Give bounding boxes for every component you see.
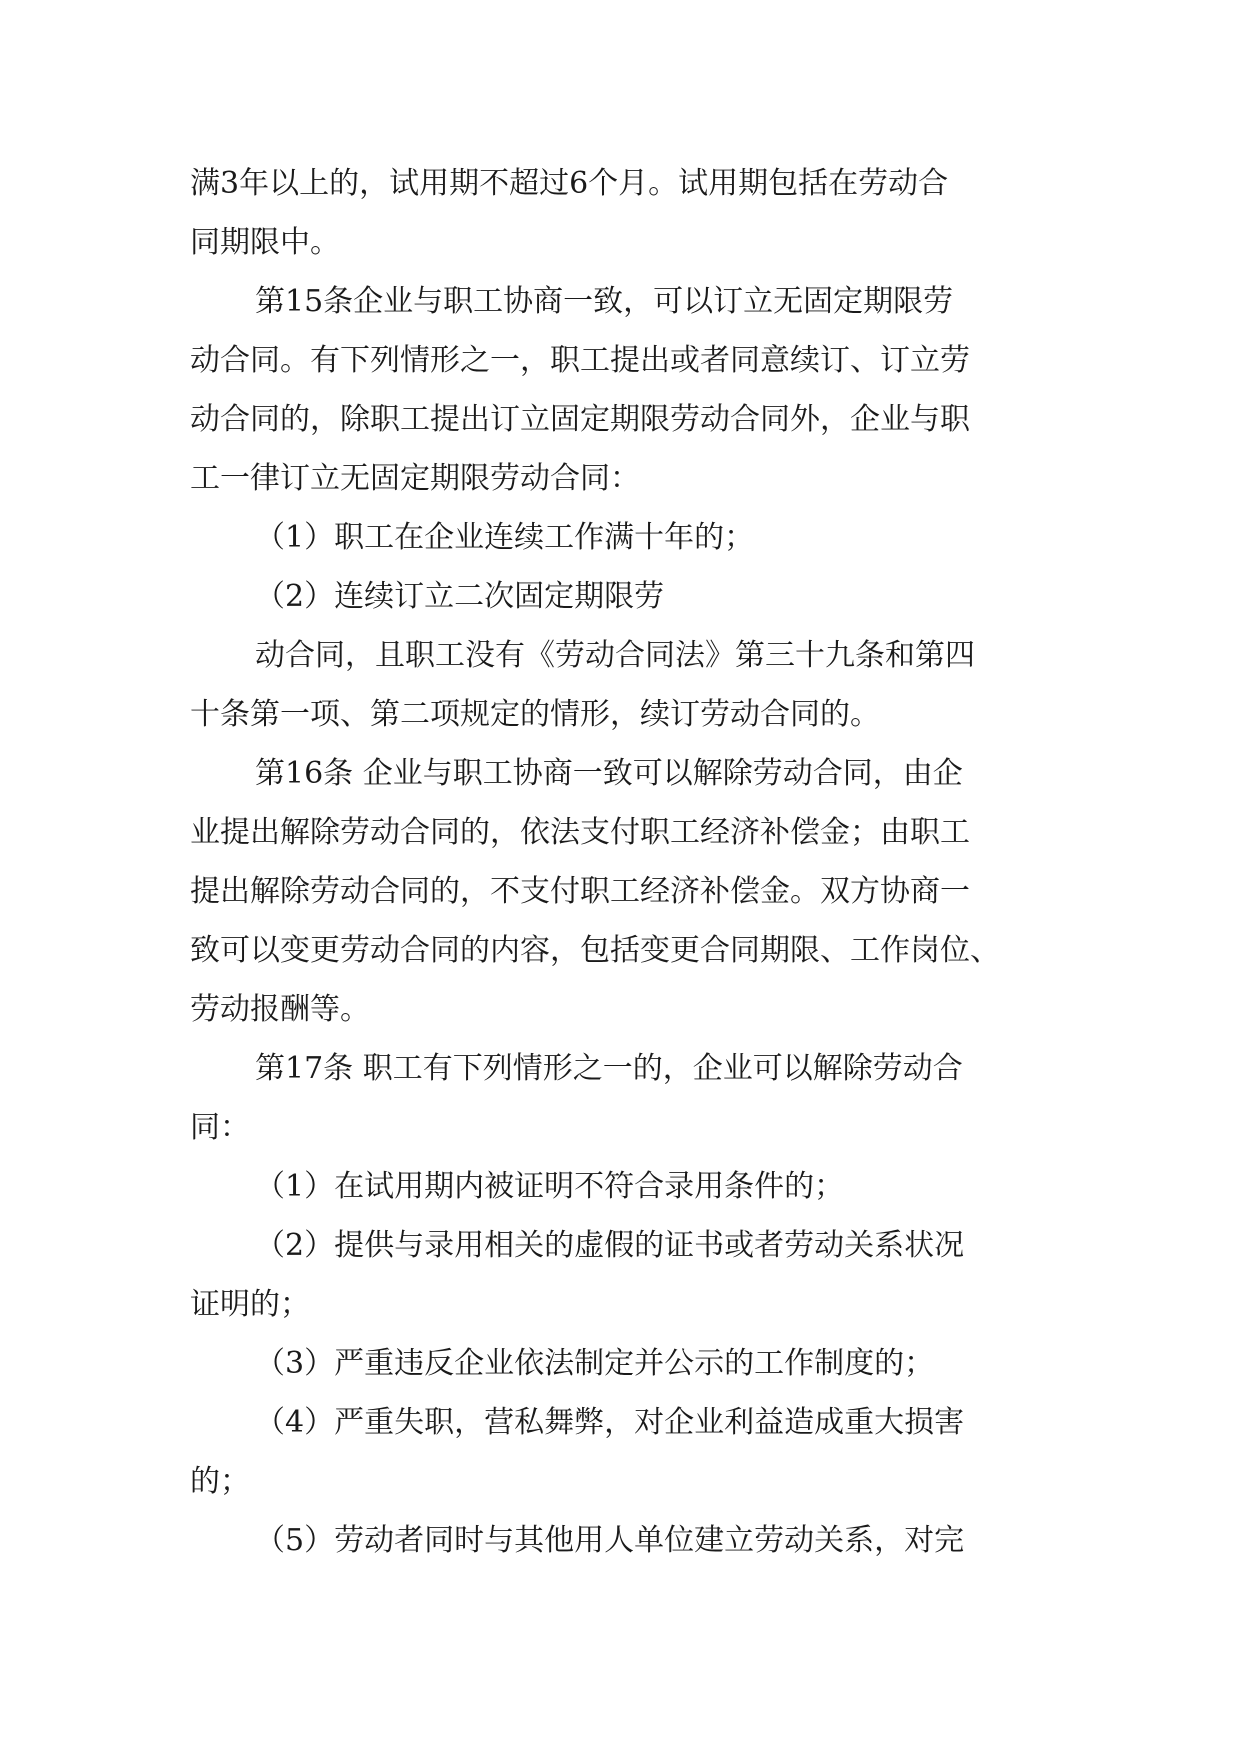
text-line: 满3年以上的，试用期不超过6个月。试用期包括在劳动合 [190,166,949,201]
text-line: 同期限中。 [190,225,340,260]
list-item: （2）提供与录用相关的虚假的证书或者劳动关系状况 [255,1228,965,1263]
text-line: 第15条企业与职工协商一致，可以订立无固定期限劳 [255,284,954,319]
list-item: （4）严重失职，营私舞弊，对企业利益造成重大损害 [255,1405,965,1440]
text-line: 动合同，且职工没有《劳动合同法》第三十九条和第四 [255,638,975,673]
list-item: （2）连续订立二次固定期限劳 [255,579,665,614]
list-item: （1）职工在企业连续工作满十年的； [255,520,755,555]
text-line: 十条第一项、第二项规定的情形，续订劳动合同的。 [190,697,880,732]
list-item: （5）劳动者同时与其他用人单位建立劳动关系，对完 [255,1523,965,1558]
text-line: 劳动报酬等。 [190,992,370,1027]
text-line: 致可以变更劳动合同的内容，包括变更合同期限、工作岗位、 [190,933,1000,968]
text-line: 业提出解除劳动合同的，依法支付职工经济补偿金；由职工 [190,815,970,850]
text-line: 动合同的，除职工提出订立固定期限劳动合同外，企业与职 [190,402,970,437]
text-line: 证明的； [190,1287,310,1322]
text-line: 的； [190,1464,250,1499]
text-line: 第17条 职工有下列情形之一的，企业可以解除劳动合 [255,1051,963,1086]
text-line: 动合同。有下列情形之一，职工提出或者同意续订、订立劳 [190,343,970,378]
text-line: 同： [190,1110,250,1145]
text-line: 提出解除劳动合同的，不支付职工经济补偿金。双方协商一 [190,874,970,909]
list-item: （3）严重违反企业依法制定并公示的工作制度的； [255,1346,935,1381]
text-line: 第16条 企业与职工协商一致可以解除劳动合同，由企 [255,756,963,791]
list-item: （1）在试用期内被证明不符合录用条件的； [255,1169,845,1204]
text-line: 工一律订立无固定期限劳动合同： [190,461,640,496]
